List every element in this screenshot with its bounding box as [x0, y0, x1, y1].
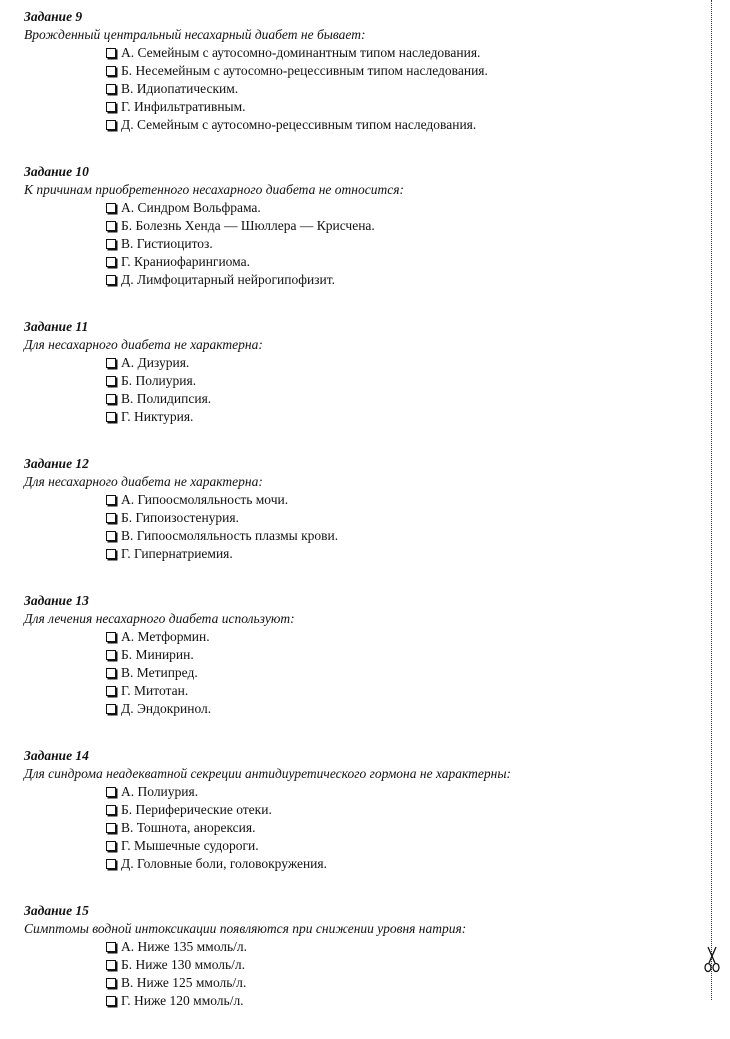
answer-option-label: В. Идиопатическим.	[121, 81, 239, 96]
checkbox-icon[interactable]	[106, 239, 116, 249]
answer-option-label: В. Гистиоцитоз.	[121, 236, 213, 251]
answer-option[interactable]	[106, 837, 694, 855]
answer-option-label: Г. Мышечные судороги.	[121, 838, 259, 853]
answer-option[interactable]	[106, 491, 694, 509]
checkbox-icon[interactable]	[106, 513, 116, 523]
answer-option[interactable]	[106, 116, 694, 134]
answer-option-label: Б. Болезнь Хенда — Шюллера — Крисчена.	[121, 218, 375, 233]
answer-options	[24, 354, 694, 426]
answer-option-label: Д. Семейным с аутосомно-рецессивным типом наследования.	[121, 117, 477, 132]
checkbox-icon[interactable]	[106, 412, 116, 422]
answer-option-label: В. Тошнота, анорексия.	[121, 820, 256, 835]
task-question: К причинам приобретенного несахарного диабета не относится:	[24, 182, 404, 197]
checkbox-icon[interactable]	[106, 275, 116, 285]
checkbox-icon[interactable]	[106, 859, 116, 869]
checkbox-icon[interactable]	[106, 650, 116, 660]
answer-option[interactable]	[106, 408, 694, 426]
checkbox-icon[interactable]	[106, 495, 116, 505]
answer-option[interactable]	[106, 354, 694, 372]
answer-option[interactable]	[106, 509, 694, 527]
answer-options	[24, 783, 694, 873]
answer-option[interactable]	[106, 271, 694, 289]
answer-option-label: Б. Минирин.	[121, 647, 194, 662]
checkbox-icon[interactable]	[106, 531, 116, 541]
task-question: Врожденный центральный несахарный диабет не бывает:	[24, 27, 366, 42]
task-block	[24, 8, 694, 134]
answer-option[interactable]	[106, 62, 694, 80]
answer-options	[24, 199, 694, 289]
answer-option[interactable]	[106, 974, 694, 992]
answer-option-label: Д. Головные боли, головокружения.	[121, 856, 327, 871]
task-question: Для лечения несахарного диабета используют:	[24, 611, 295, 626]
task-question: Симптомы водной интоксикации появляются при снижении уровня натрия:	[24, 921, 467, 936]
answer-option[interactable]	[106, 390, 694, 408]
answer-option[interactable]	[106, 235, 694, 253]
answer-option-label: В. Гипоосмоляльность плазмы крови.	[121, 528, 339, 543]
cut-line	[711, 0, 712, 1000]
answer-option[interactable]	[106, 938, 694, 956]
checkbox-icon[interactable]	[106, 686, 116, 696]
answer-option[interactable]	[106, 682, 694, 700]
answer-option-label: В. Полидипсия.	[121, 391, 212, 406]
checkbox-icon[interactable]	[106, 841, 116, 851]
answer-option[interactable]	[106, 700, 694, 718]
task-title: Задание 12	[24, 456, 89, 471]
answer-option[interactable]	[106, 855, 694, 873]
task-title: Задание 10	[24, 164, 89, 179]
answer-option[interactable]	[106, 664, 694, 682]
answer-option[interactable]	[106, 527, 694, 545]
answer-option-label: Г. Краниофарингиома.	[121, 254, 250, 269]
answer-option-label: А. Полиурия.	[121, 784, 199, 799]
checkbox-icon[interactable]	[106, 66, 116, 76]
task-block	[24, 455, 694, 563]
checkbox-icon[interactable]	[106, 203, 116, 213]
checkbox-icon[interactable]	[106, 978, 116, 988]
answer-option[interactable]	[106, 819, 694, 837]
task-block	[24, 902, 694, 1010]
answer-option-label: А. Синдром Вольфрама.	[121, 200, 261, 215]
checkbox-icon[interactable]	[106, 358, 116, 368]
answer-options	[24, 628, 694, 718]
checkbox-icon[interactable]	[106, 120, 116, 130]
answer-option-label: Б. Несемейным с аутосомно-рецессивным типом наследования.	[121, 63, 488, 78]
answer-option-label: Г. Гипернатриемия.	[121, 546, 233, 561]
answer-option-label: А. Ниже 135 ммоль/л.	[121, 939, 248, 954]
task-question: Для несахарного диабета не характерна:	[24, 474, 263, 489]
checkbox-icon[interactable]	[106, 48, 116, 58]
checkbox-icon[interactable]	[106, 549, 116, 559]
answer-option[interactable]	[106, 992, 694, 1010]
answer-option[interactable]	[106, 628, 694, 646]
answer-option[interactable]	[106, 253, 694, 271]
answer-option[interactable]	[106, 783, 694, 801]
task-question: Для несахарного диабета не характерна:	[24, 337, 263, 352]
task-block	[24, 747, 694, 873]
task-title: Задание 15	[24, 903, 89, 918]
answer-options	[24, 491, 694, 563]
answer-option-label: В. Ниже 125 ммоль/л.	[121, 975, 247, 990]
answer-option-label: Д. Лимфоцитарный нейрогипофизит.	[121, 272, 335, 287]
checkbox-icon[interactable]	[106, 704, 116, 714]
checkbox-icon[interactable]	[106, 376, 116, 386]
answer-option[interactable]	[106, 956, 694, 974]
checkbox-icon[interactable]	[106, 84, 116, 94]
task-block	[24, 318, 694, 426]
task-title: Задание 9	[24, 9, 83, 24]
checkbox-icon[interactable]	[106, 257, 116, 267]
answer-option-label: Б. Полиурия.	[121, 373, 197, 388]
answer-options	[24, 44, 694, 134]
answer-option[interactable]	[106, 217, 694, 235]
answer-option[interactable]	[106, 646, 694, 664]
answer-options	[24, 938, 694, 1010]
checkbox-icon[interactable]	[106, 787, 116, 797]
checkbox-icon[interactable]	[106, 632, 116, 642]
answer-option-label: А. Гипоосмоляльность мочи.	[121, 492, 289, 507]
task-list	[24, 8, 694, 1039]
checkbox-icon[interactable]	[106, 823, 116, 833]
answer-option-label: Б. Ниже 130 ммоль/л.	[121, 957, 246, 972]
checkbox-icon[interactable]	[106, 102, 116, 112]
answer-option-label: Б. Периферические отеки.	[121, 802, 272, 817]
checkbox-icon[interactable]	[106, 394, 116, 404]
answer-option-label: Г. Никтурия.	[121, 409, 194, 424]
task-block	[24, 163, 694, 289]
answer-option-label: А. Семейным с аутосомно-доминантным типом наследования.	[121, 45, 481, 60]
task-block	[24, 592, 694, 718]
checkbox-icon[interactable]	[106, 805, 116, 815]
answer-option-label: А. Метформин.	[121, 629, 210, 644]
answer-option-label: Д. Эндокринол.	[121, 701, 212, 716]
answer-option[interactable]	[106, 199, 694, 217]
checkbox-icon[interactable]	[106, 960, 116, 970]
answer-option-label: В. Метипред.	[121, 665, 198, 680]
answer-option-label: Г. Инфильтративным.	[121, 99, 246, 114]
answer-option[interactable]	[106, 545, 694, 563]
checkbox-icon[interactable]	[106, 221, 116, 231]
checkbox-icon[interactable]	[106, 942, 116, 952]
answer-option[interactable]	[106, 98, 694, 116]
answer-option[interactable]	[106, 44, 694, 62]
answer-option-label: А. Дизурия.	[121, 355, 190, 370]
scissors-icon	[703, 946, 721, 974]
task-title: Задание 11	[24, 319, 89, 334]
answer-option-label: Г. Ниже 120 ммоль/л.	[121, 993, 244, 1008]
task-title: Задание 14	[24, 748, 89, 763]
answer-option[interactable]	[106, 372, 694, 390]
task-title: Задание 13	[24, 593, 89, 608]
answer-option-label: Г. Митотан.	[121, 683, 189, 698]
checkbox-icon[interactable]	[106, 996, 116, 1006]
answer-option[interactable]	[106, 80, 694, 98]
task-question: Для синдрома неадекватной секреции антидиуретического гормона не характерны:	[24, 766, 511, 781]
answer-option-label: Б. Гипоизостенурия.	[121, 510, 239, 525]
checkbox-icon[interactable]	[106, 668, 116, 678]
answer-option[interactable]	[106, 801, 694, 819]
